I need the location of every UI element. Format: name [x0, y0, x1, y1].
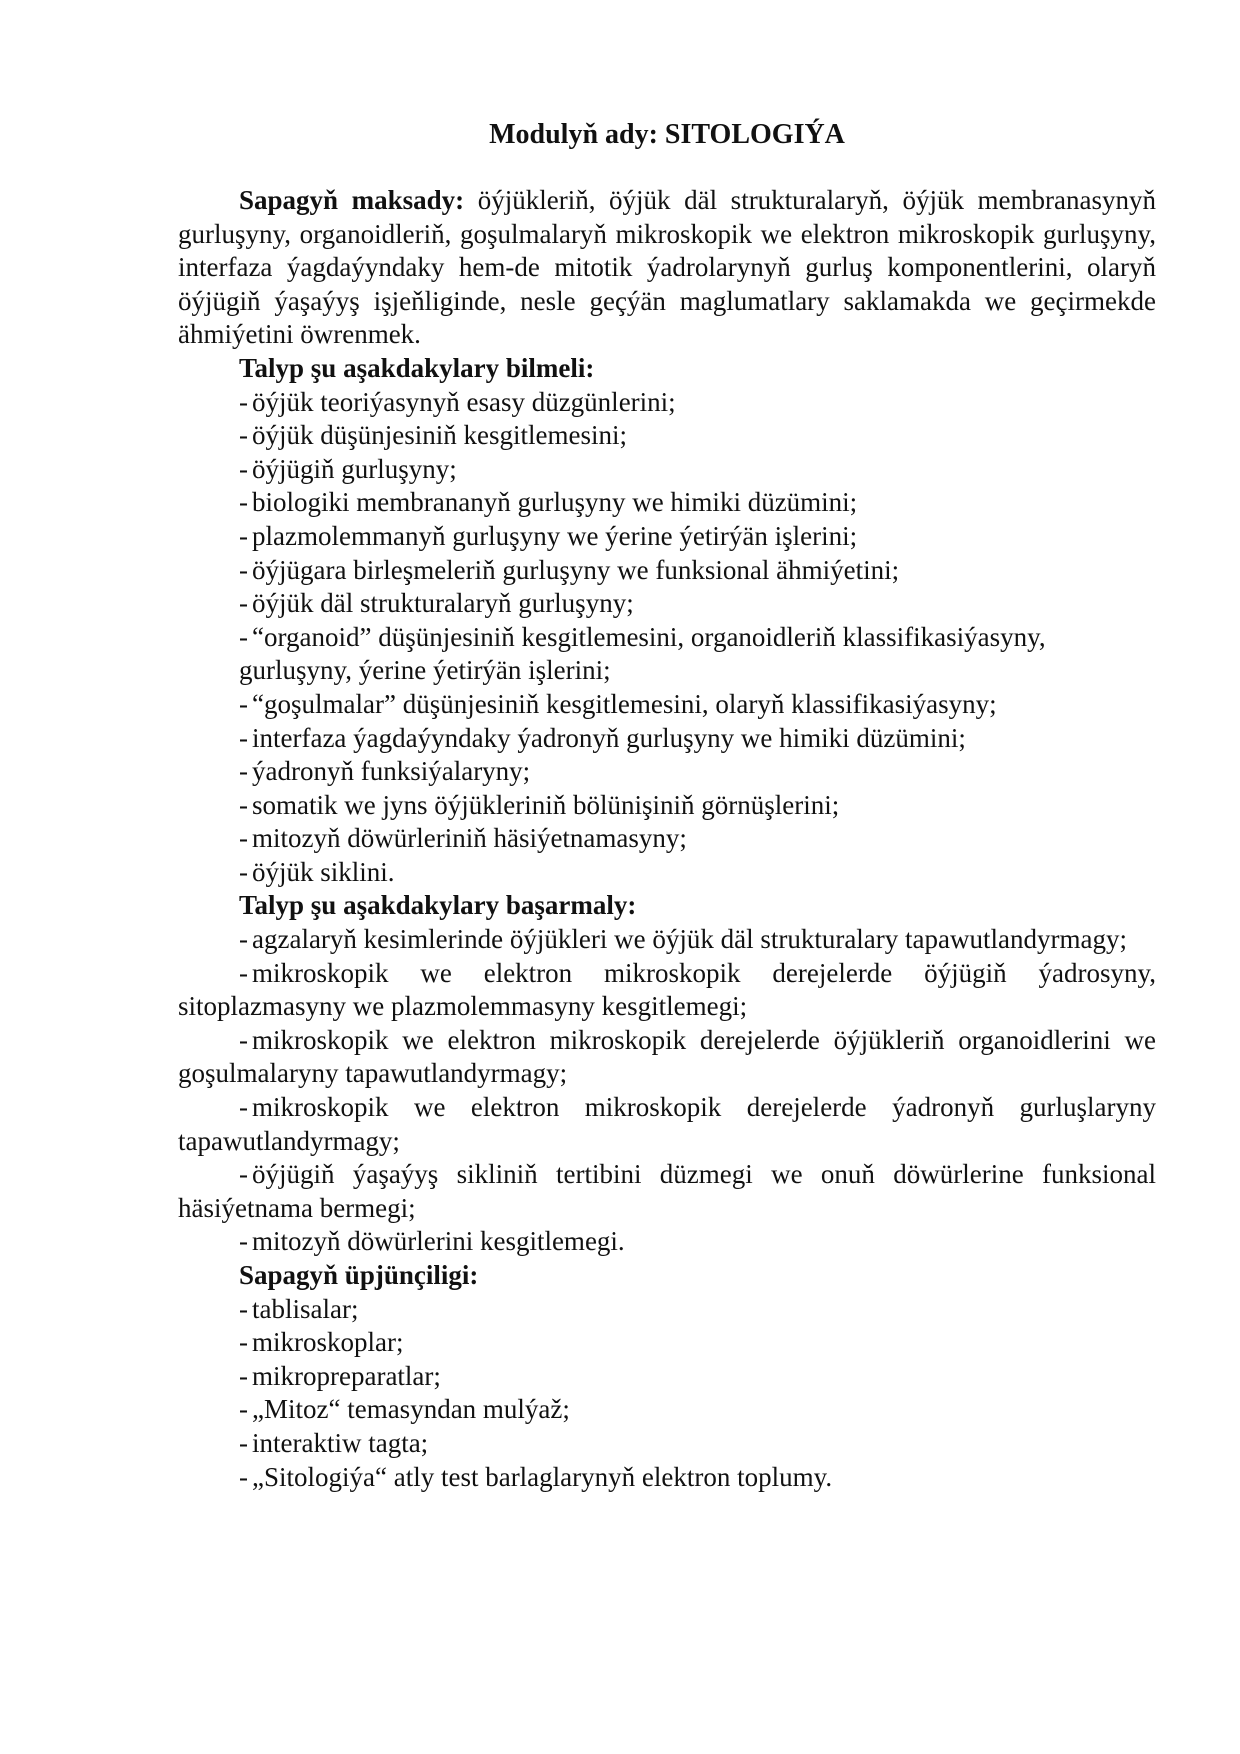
list-item: - interaktiw tagta;	[239, 1427, 429, 1458]
list-item: - mikroskopik we elektron mikroskopik derejelerde ýadronyň gurluşlaryny tapawutlandyrmagy;	[178, 1092, 1156, 1156]
list-item: - mikroskopik we elektron mikroskopik derejelerde öýjükleriň organoidlerini we goşulmalaryny tapawutlandyrmagy;	[178, 1024, 1156, 1089]
page-title: Modulyň ady: SITOLOGIÝA	[489, 119, 845, 150]
list-item-continuation: gurluşyny, ýerine ýetirýän işlerini;	[239, 655, 611, 686]
list-item: - agzalaryň kesimlerinde öýjükleri we öýjük däl strukturalary tapawutlandyrmagy;	[239, 924, 1127, 955]
list-item: - “organoid” düşünjesiniň kesgitlemesini, organoidleriň klassifikasiýasyny,	[239, 621, 1046, 652]
document-body	[178, 184, 1156, 1494]
list-item: - öýjügara birleşmeleriň gurluşyny we funksional ähmiýetini;	[239, 554, 900, 585]
do-heading: Talyp şu aşakdakylary başarmaly:	[239, 890, 637, 921]
list-item: - „Mitoz“ temasyndan mulýaž;	[239, 1394, 570, 1425]
list-item: - mikropreparatlar;	[239, 1360, 441, 1391]
know-heading: Talyp şu aşakdakylary bilmeli:	[239, 352, 595, 383]
list-item: - öýjük däl strukturalaryň gurluşyny;	[239, 588, 634, 619]
list-item: - somatik we jyns öýjükleriniň bölünişiniň görnüşlerini;	[239, 789, 840, 820]
aim-label: Sapagyň maksady:	[239, 185, 465, 215]
list-item: - mikroskoplar;	[239, 1327, 404, 1358]
list-item: - öýjük teoriýasynyň esasy düzgünlerini;	[239, 386, 676, 417]
list-item: - “goşulmalar” düşünjesiniň kesgitlemesini, olaryň klassifikasiýasyny;	[239, 688, 997, 719]
equipment-heading: Sapagyň üpjünçiligi:	[239, 1260, 479, 1290]
list-item: - mitozyň döwürlerini kesgitlemegi.	[239, 1226, 625, 1257]
list-item: - öýjügiň gurluşyny;	[239, 453, 457, 484]
aim-text: öýjükleriň, öýjük däl strukturalaryň, öýjük membranasynyň gurluşyny, organoidleriň, goşulmalaryň mikroskopik we elektron mikroskopik gurluşyny, interfaza ýagdaýyndaky hem-de mitotik ýadrolarynyň gurluş komponentlerini, olaryň öýjügiň ýaşaýyş işjeňliginde, nesle geçýän maglumatlary saklamakda we geçirmekde ähmiýetini öwrenmek.	[178, 185, 1156, 350]
list-item: - öýjük siklini.	[239, 856, 395, 887]
list-item: - tablisalar;	[239, 1293, 359, 1324]
aim-paragraph	[178, 184, 1156, 352]
list-item: - plazmolemmanyň gurluşyny we ýerine ýetirýän işlerini;	[239, 520, 858, 551]
list-item: - mitozyň döwürleriniň häsiýetnamasyny;	[239, 823, 687, 854]
list-item: - öýjügiň ýaşaýyş sikliniň tertibini düzmegi we onuň döwürlerine funksional häsiýetnama bermegi;	[178, 1159, 1156, 1223]
list-item: - ýadronyň funksiýalaryny;	[239, 756, 531, 787]
list-item: - mikroskopik we elektron mikroskopik derejelerde öýjügiň ýadrosyny, sitoplazmasyny we plazmolemmasyny kesgitlemegi;	[178, 957, 1156, 1022]
list-item: - biologiki membrananyň gurluşyny we himiki düzümini;	[239, 487, 858, 518]
list-item: - „Sitologiýa“ atly test barlaglarynyň elektron toplumy.	[239, 1461, 833, 1492]
list-item: - interfaza ýagdaýyndaky ýadronyň gurluşyny we himiki düzümini;	[239, 722, 966, 753]
list-item: - öýjük düşünjesiniň kesgitlemesini;	[239, 420, 627, 451]
